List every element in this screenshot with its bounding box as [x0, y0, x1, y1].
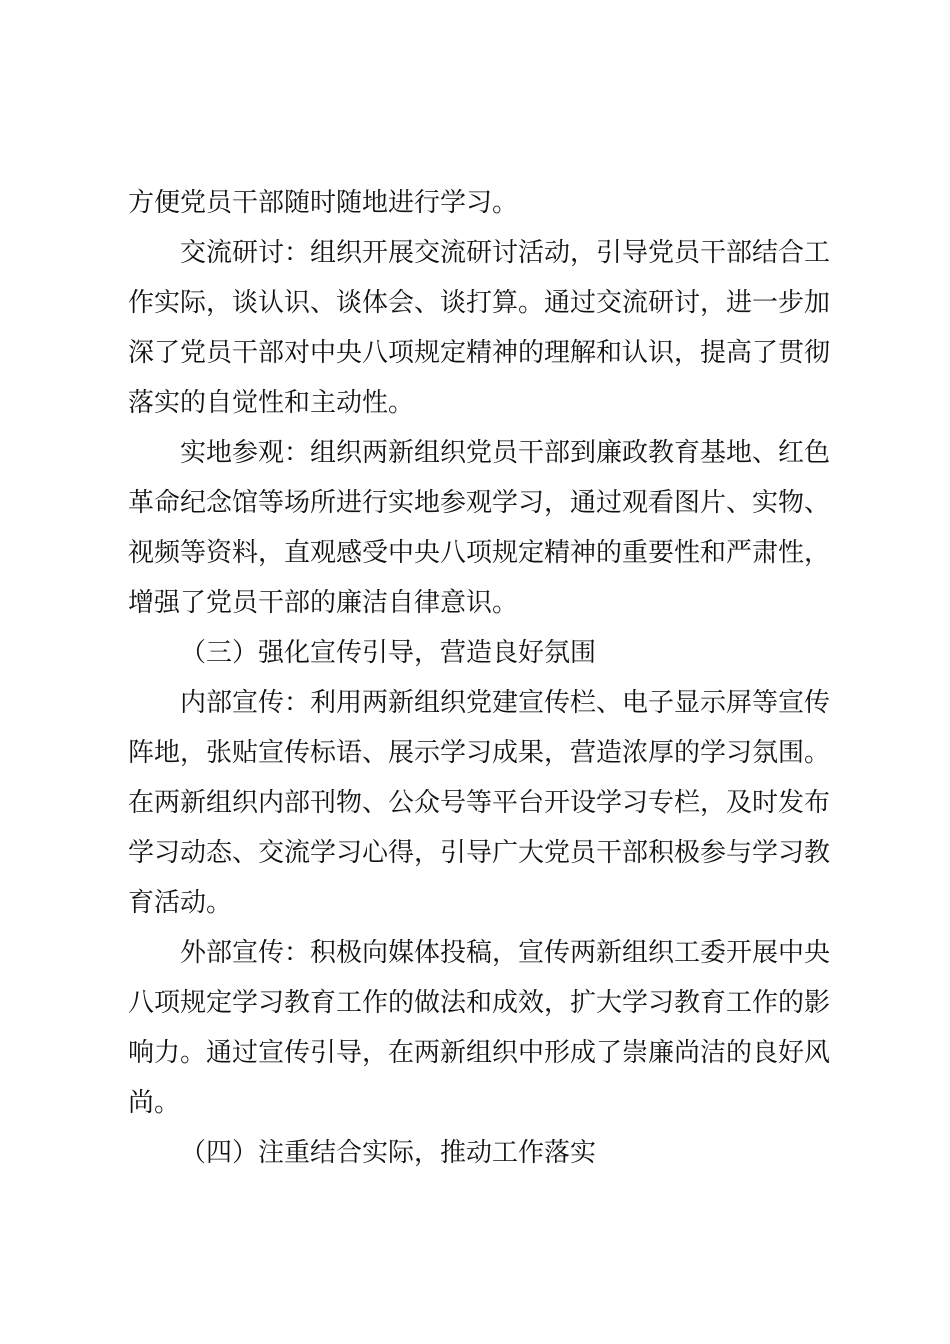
paragraph-line: 革命纪念馆等场所进行实地参观学习，通过观看图片、实物、	[128, 488, 831, 518]
paragraph-line: 方便党员干部随时随地进行学习。	[128, 188, 519, 218]
paragraph-line: 八项规定学习教育工作的做法和成效，扩大学习教育工作的影	[128, 988, 831, 1018]
paragraph-line: 尚。	[128, 1088, 181, 1118]
paragraph-line: 响力。通过宣传引导，在两新组织中形成了崇廉尚洁的良好风	[128, 1038, 831, 1068]
paragraph-line: 实地参观：组织两新组织党员干部到廉政教育基地、红色	[180, 438, 831, 468]
paragraph-line: 落实的自觉性和主动性。	[128, 388, 415, 418]
paragraph-line: 增强了党员干部的廉洁自律意识。	[128, 588, 519, 618]
paragraph-line: 交流研讨：组织开展交流研讨活动，引导党员干部结合工	[180, 238, 831, 268]
paragraph-line: 阵地，张贴宣传标语、展示学习成果，营造浓厚的学习氛围。	[128, 738, 831, 768]
paragraph-line: 学习动态、交流学习心得，引导广大党员干部积极参与学习教	[128, 838, 831, 868]
section-heading: （四）注重结合实际，推动工作落实	[180, 1138, 597, 1168]
paragraph-line: 外部宣传：积极向媒体投稿，宣传两新组织工委开展中央	[180, 938, 831, 968]
paragraph-line: 内部宣传：利用两新组织党建宣传栏、电子显示屏等宣传	[180, 688, 831, 718]
paragraph-line: 深了党员干部对中央八项规定精神的理解和认识，提高了贯彻	[128, 338, 831, 368]
section-heading: （三）强化宣传引导，营造良好氛围	[180, 638, 597, 668]
paragraph-line: 育活动。	[128, 888, 233, 918]
paragraph-line: 视频等资料，直观感受中央八项规定精神的重要性和严肃性，	[128, 538, 831, 568]
paragraph-line: 在两新组织内部刊物、公众号等平台开设学习专栏，及时发布	[128, 788, 831, 818]
paragraph-line: 作实际，谈认识、谈体会、谈打算。通过交流研讨，进一步加	[128, 288, 831, 318]
